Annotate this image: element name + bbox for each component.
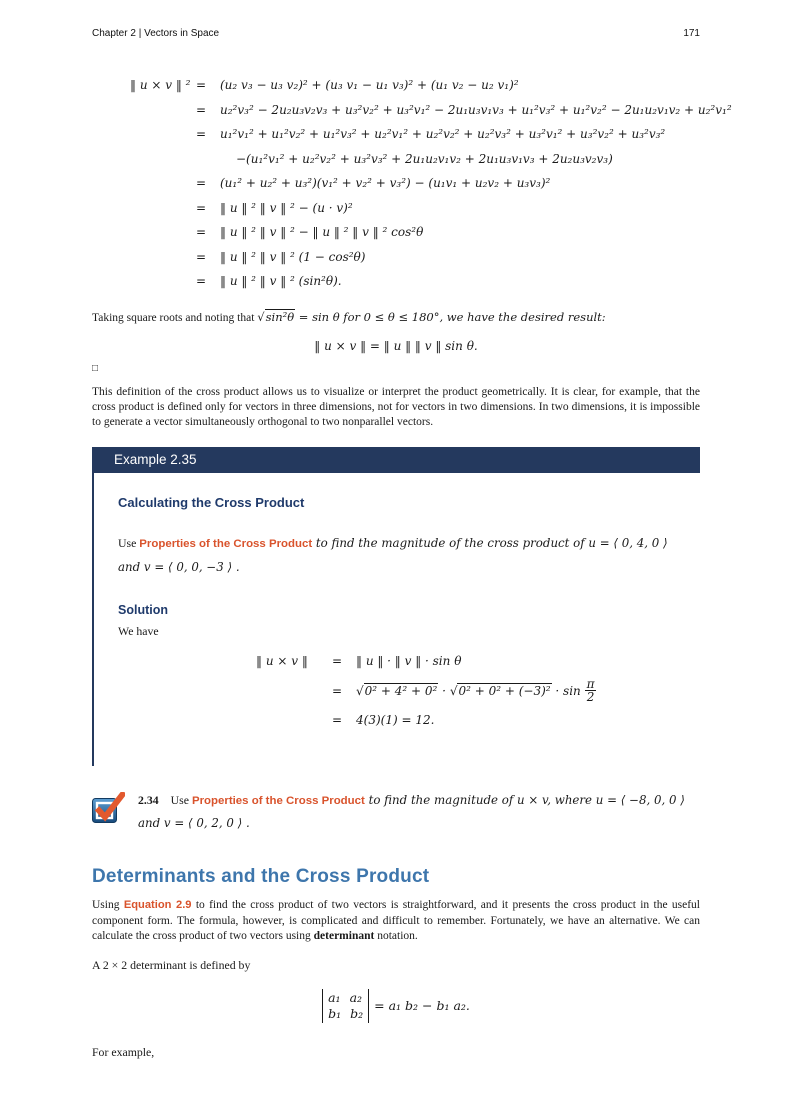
checkpoint-checkbox-icon xyxy=(92,792,125,823)
example-body xyxy=(92,473,700,766)
equation-line: = ‖ u ‖ ² ‖ v ‖ ² − (u · v)² xyxy=(196,200,353,215)
example-problem-text: Use Properties of the Cross Product to find the magnitude of the cross product of u = ⟨ 0, 4, 0 ⟩ and v = ⟨ 0, 0, −3 ⟩ . xyxy=(118,536,668,575)
page-number: 171 xyxy=(683,28,700,39)
equation-line: = ‖ u ‖ ² ‖ v ‖ ² (sin²θ). xyxy=(196,274,342,288)
equation-line: ‖ u × v ‖ = ‖ u ‖ · ‖ v ‖ · sin θ xyxy=(256,654,462,669)
example-title: Calculating the Cross Product xyxy=(118,495,305,511)
equation-line: = ‖ u ‖ ² ‖ v ‖ ² (1 − cos²θ) xyxy=(196,249,366,264)
end-of-proof-marker: □ xyxy=(92,362,99,374)
radical-expression: √sin²θ xyxy=(257,309,295,324)
checkpoint xyxy=(92,790,700,834)
equation-line: = u₂²v₃² − 2u₂u₃v₂v₃ + u₃²v₂² + u₃²v₁² − 2u₁u₃v₁v₃ + u₁²v₃² + u₁²v₂² − 2u₁u₂v₁v₂ + u₂²v₁² xyxy=(196,102,732,117)
determinant-term: determinant xyxy=(313,930,375,943)
equation-line: ‖ u × v ‖ ² = (u₂ v₃ − u₃ v₂)² + (u₃ v₁ − u₁ v₃)² + (u₁ v₂ − u₂ v₁)² xyxy=(130,73,700,98)
example-header-bar xyxy=(92,447,700,473)
properties-of-cross-product-link[interactable]: Properties of the Cross Product xyxy=(139,538,313,551)
derivation-block xyxy=(130,73,732,294)
example-box xyxy=(92,447,700,766)
radical-expression: √0² + 4² + 0² xyxy=(356,683,438,698)
determinant-definition-line: A 2 × 2 determinant is defined by xyxy=(92,957,251,972)
fraction-pi-over-2: $\frac{\pi}{2}$ xyxy=(586,676,595,705)
checkpoint-number: 2.34 xyxy=(138,793,159,808)
solution-intro: We have xyxy=(118,624,159,639)
checkpoint-text: 2.34 Use Properties of the Cross Product to find the magnitude of u × v, where u = ⟨ −8, 0, 0 ⟩ and v = ⟨ 0, 2, 0 ⟩ . xyxy=(138,793,685,830)
properties-of-cross-product-link[interactable]: Properties of the Cross Product xyxy=(191,795,365,808)
equation-line: = u₁²v₁² + u₁²v₂² + u₁²v₃² + u₂²v₁² + u₂²v₂² + u₂²v₃² + u₃²v₁² + u₃²v₂² + u₃²v₃² xyxy=(196,127,666,141)
cross-product-magnitude-equation: ‖ u × v ‖ = ‖ u ‖ ‖ v ‖ sin θ. xyxy=(314,338,478,353)
section-intro-paragraph: Using Equation 2.9 to find the cross product of two vectors is straightforward, and it presents the cross product in the useful component form. The formula, however, is complicated and difficult to remember. Fortunately, we have an alternative. We can calculate the cross product of two vectors using determinant notation. xyxy=(92,899,700,943)
running-head: Chapter 2 | Vectors in Space xyxy=(92,28,220,39)
determinant-equation xyxy=(92,989,700,1023)
radical-expression: √0² + 0² + (−3)² xyxy=(449,683,551,698)
section-heading: Determinants and the Cross Product xyxy=(92,866,430,888)
equation-2-9-link[interactable]: Equation 2.9 xyxy=(123,899,192,912)
determinant-matrix: a₁ a₂ b₁ b₂ xyxy=(322,989,369,1023)
solution-equations xyxy=(256,649,690,732)
for-example-line: For example, xyxy=(92,1044,155,1059)
equation-line: = √0² + 4² + 0² · √0² + 0² + (−3)² · sin $\frac{\pi}{2}$ xyxy=(332,676,595,705)
page-header xyxy=(92,28,700,39)
solution-heading: Solution xyxy=(118,603,168,618)
equation-line: = ‖ u ‖ ² ‖ v ‖ ² − ‖ u ‖ ² ‖ v ‖ ² cos²θ xyxy=(196,225,424,239)
equation-line: = 4(3)(1) = 12. xyxy=(332,712,435,727)
example-label: Example 2.35 xyxy=(114,452,197,468)
paragraph-cross-product-geometry: This definition of the cross product allows us to visualize or interpret the product geometrically. It is clear, for example, that the cross product is defined only for vectors in three dimensions, not for vectors in two dimensions. In two dimensions, it is impossible to generate a vector simultaneously orthogonal to two nonparallel vectors. xyxy=(92,385,700,429)
equation-lhs: ‖ u × v ‖ ² xyxy=(130,78,191,92)
equation-line: −(u₁²v₁² + u₂²v₂² + u₃²v₃² + 2u₁u₂v₁v₂ + 2u₁u₃v₁v₃ + 2u₂u₃v₂v₃) xyxy=(236,151,613,166)
square-root-note: Taking square roots and noting that √sin²θ = sin θ for 0 ≤ θ ≤ 180°, we have the desired result: xyxy=(92,309,606,324)
determinant-rhs: = a₁ b₂ − b₁ a₂. xyxy=(374,998,470,1014)
equation-line: = (u₁² + u₂² + u₃²)(v₁² + v₂² + v₃²) − (u₁v₁ + u₂v₂ + u₃v₃)² xyxy=(196,176,551,190)
